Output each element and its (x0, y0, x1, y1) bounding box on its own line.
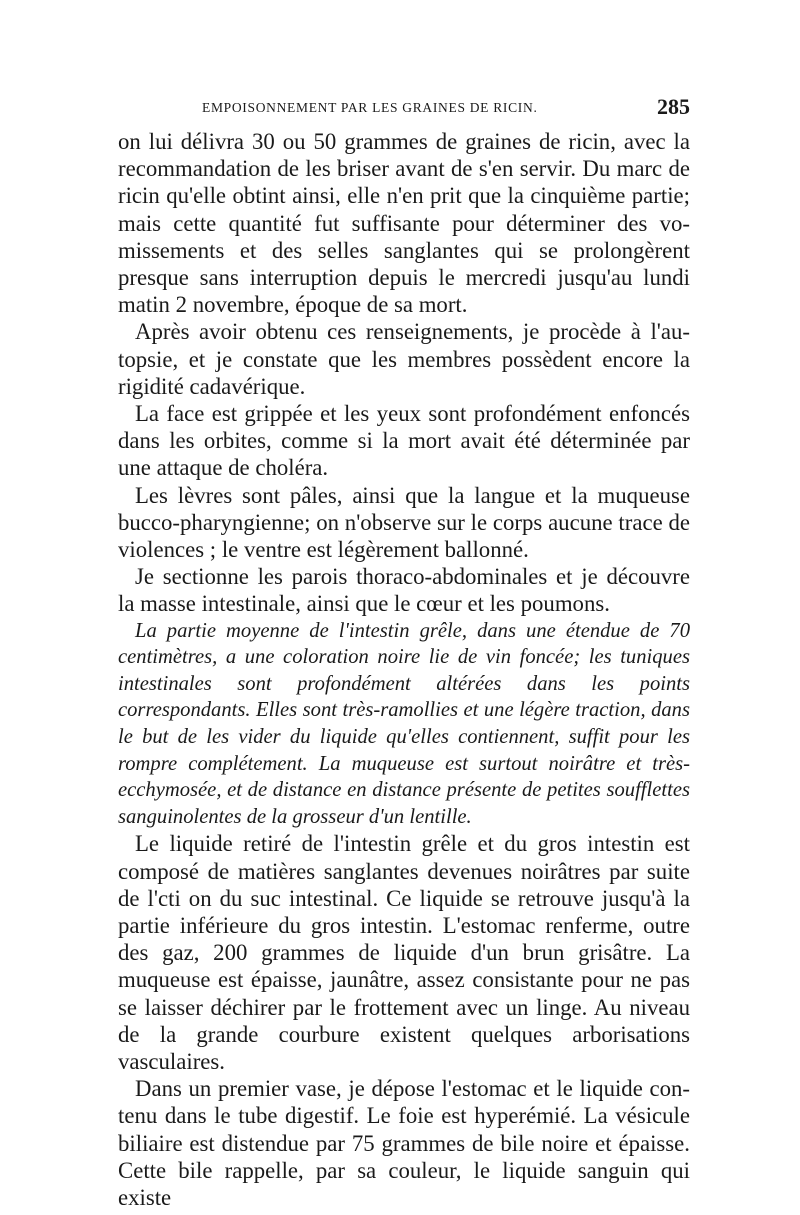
paragraph-section: Je sectionne les parois thoraco-abdominales et je découvre la masse intestinale, ainsi que le cœur et les poumons. (118, 564, 690, 617)
paragraph-lips: Les lèvres sont pâles, ainsi que la langue et la muqueuse bucco-pharyngienne; on n'observe sur le corps aucune trace de violences ; le ventre est légèrement ballonné. (118, 482, 690, 563)
running-title: EMPOISONNEMENT PAR LES GRAINES DE RICIN. (202, 100, 538, 115)
body-text (118, 128, 690, 1211)
page-number: 285 (657, 94, 690, 119)
paragraph-intestine-italic: La partie moyenne de l'intestin grêle, dans une étendue de 70 centimètres, a une coloration noire lie de vin foncée; les tuniques intestinales sont profondément altérées dans les points correspondants. Elles sont très-ramollies et une légère traction, dans le but de les vider du liquide qu'elles contiennent, suffit pour les rompre complétement. La muqueuse est surtout noirâtre et très-ecchymosée, et de distance en distance présente de petites soufflettes sanguinolentes de la grosseur d'un lentille. (118, 619, 690, 828)
paragraph-liquid: Le liquide retiré de l'intestin grêle et du gros intestin est composé de matières sanglantes devenues noirâtres par suite de l'cti on du suc intestinal. Ce liquide se retrouve jusqu'à la partie inférieure du gros intestin. L'estomac renferme, outre des gaz, 200 grammes de liquide d'un brun grisâtre. La muqueuse est épaisse, jaunâtre, assez consistante pour ne pas se laisser déchirer par le frottement avec un linge. Au niveau de la grande courbure existent quelques arborisations vasculaires. (118, 831, 690, 1075)
paragraph-autopsy-start: Après avoir obtenu ces renseignements, je procède à l'autopsie, et je constate que les membres possèdent encore la rigidité cadavérique. (118, 319, 690, 399)
paragraph-face: La face est grippée et les yeux sont profondément enfoncés dans les orbites, comme si la mort avait été déterminée par une attaque de choléra. (118, 401, 690, 481)
paragraph-continuation: on lui délivra 30 ou 50 grammes de graines de ricin, avec la recommandation de les briser avant de s'en servir. Du marc de ricin qu'elle obtint ainsi, elle n'en prit que la cinquième partie; mais cette quantité fut suffisante pour déterminer des vomissements et des selles sanglantes qui se prolongèrent presque sans interruption depuis le mercredi jusqu'au lundi matin 2 novembre, époque de sa mort. (118, 129, 690, 318)
paragraph-first-vase: Dans un premier vase, je dépose l'estomac et le liquide contenu dans le tube digestif. Le foie est hyperémié. La vésicule biliaire est distendue par 75 grammes de bile noire et épaisse. Cette bile rappelle, par sa couleur, le liquide sanguin qui existe (118, 1076, 690, 1211)
page-header (118, 94, 690, 124)
